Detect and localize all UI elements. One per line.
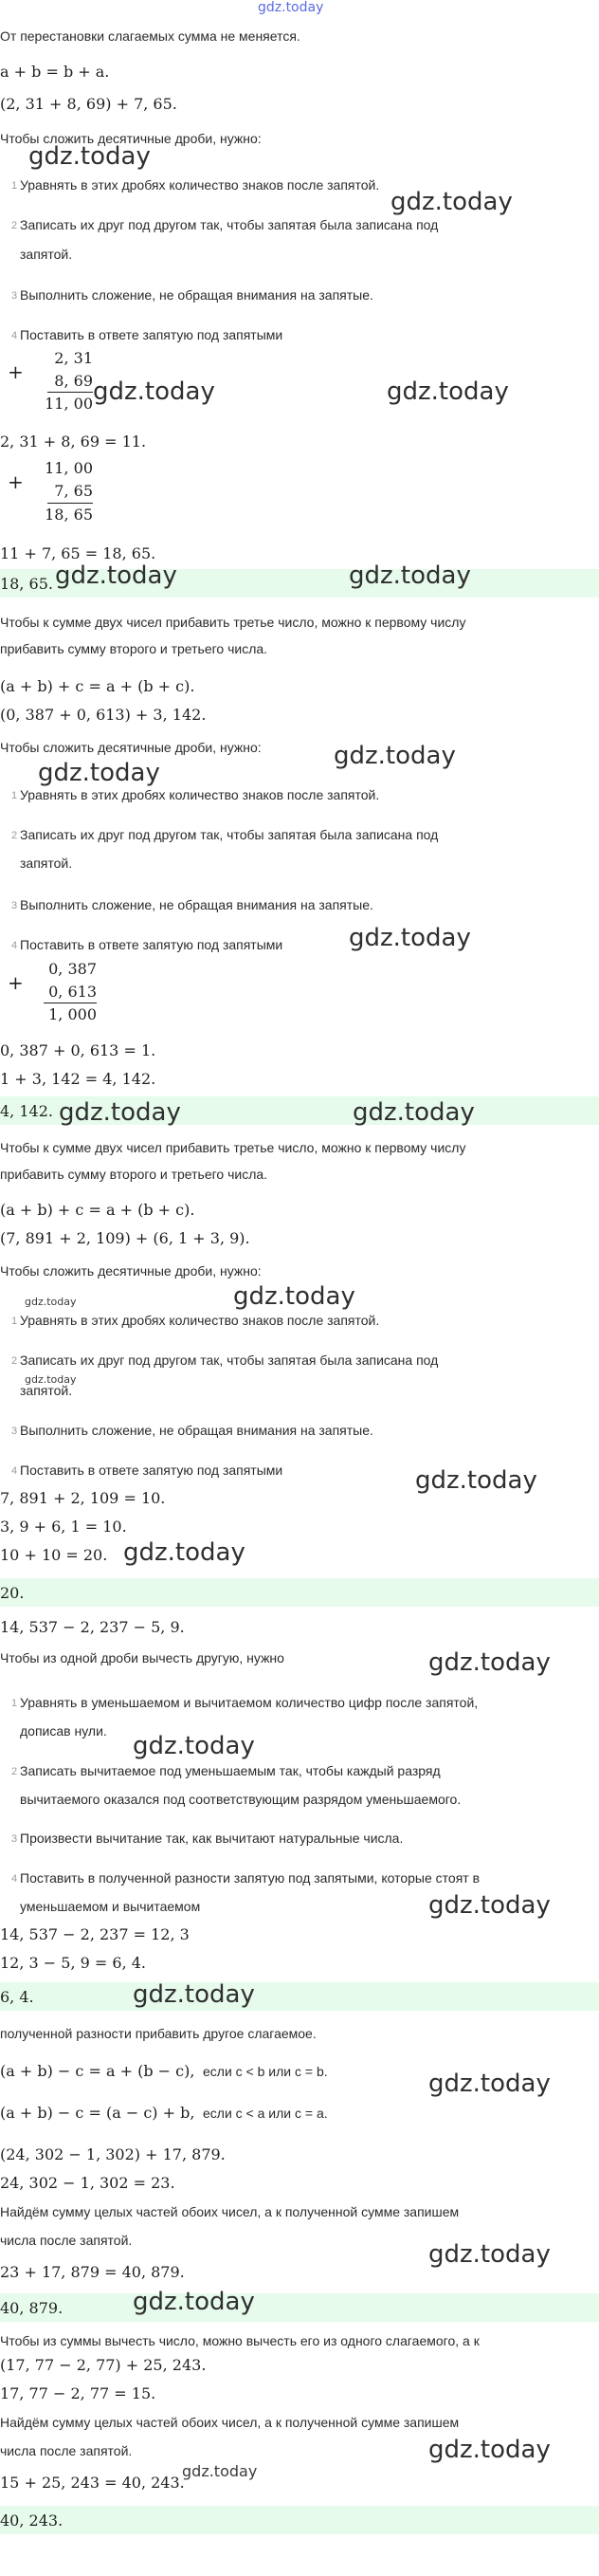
watermark: gdz.today (349, 561, 471, 590)
result-line: 23 + 17, 879 = 40, 879. (0, 2263, 185, 2281)
expression-2: (0, 387 + 0, 613) + 3, 142. (0, 706, 207, 724)
rule-associative: прибавить сумму второго и третьего числа. (0, 1167, 268, 1182)
step-text: Поставить в ответе запятую под запятыми (20, 1463, 283, 1478)
step-text: дописав нули. (20, 1723, 107, 1739)
step-text: запятой. (20, 856, 73, 871)
step-number: 2 (11, 830, 18, 841)
sub-rule: Чтобы из суммы вычесть число, можно вычесть его из одного слагаемого, а к (0, 2333, 480, 2348)
add-intro: Чтобы сложить десятичные дроби, нужно: (0, 1263, 262, 1279)
step-number: 2 (11, 220, 18, 231)
column-sum: 11, 00 (45, 395, 93, 413)
watermark: gdz.today (123, 1538, 245, 1567)
watermark: gdz.today (428, 2070, 551, 2098)
column-sum: 1, 000 (48, 1005, 97, 1023)
watermark: gdz.today (353, 1098, 475, 1127)
step-text: Поставить в ответе запятую под запятыми (20, 937, 283, 952)
step-text: Поставить в ответе запятую под запятыми (20, 327, 283, 342)
formula-associative: (a + b) + c = a + (b + c). (0, 1201, 195, 1219)
column-line (47, 503, 93, 504)
watermark: gdz.today (38, 759, 160, 787)
step-number: 1 (11, 1698, 18, 1709)
expression-6: (17, 77 − 2, 77) + 25, 243. (0, 2356, 207, 2374)
step-text: запятой. (20, 247, 73, 262)
expression-1: (2, 31 + 8, 69) + 7, 65. (0, 95, 177, 113)
rule-associative: Чтобы к сумме двух чисел прибавить третье число, можно к первому числу (0, 1140, 466, 1155)
step-text: Записать их друг под другом так, чтобы запятая была записана под (20, 1352, 439, 1368)
step-number: 4 (11, 330, 18, 341)
result-line: 14, 537 − 2, 237 = 12, 3 (0, 1925, 190, 1943)
find-text: Найдём сумму целых частей обоих чисел, а к полученной сумме запишем (0, 2204, 460, 2219)
column-addend: 11, 00 (45, 459, 93, 477)
answer: 20. (0, 1584, 25, 1602)
formula-commutative: a + b = b + a. (0, 63, 110, 81)
column-sum: 18, 65 (45, 506, 93, 524)
step-text: Уравнять в этих дробях количество знаков после запятой. (20, 787, 380, 802)
answer: 6, 4. (0, 1988, 34, 2006)
step-number: 1 (11, 180, 18, 192)
step-number: 1 (11, 790, 18, 801)
step-text: Выполнить сложение, не обращая внимания на запятые. (20, 1423, 373, 1438)
watermark: gdz.today (390, 188, 513, 216)
formula-associative: (a + b) + c = a + (b + c). (0, 677, 195, 695)
watermark: gdz.today (133, 2288, 255, 2316)
sub-rule: полученной разности прибавить другое слагаемое. (0, 2026, 317, 2041)
result-line: 17, 77 − 2, 77 = 15. (0, 2384, 156, 2402)
expression-5: (24, 302 − 1, 302) + 17, 879. (0, 2145, 226, 2163)
result-line: 12, 3 − 5, 9 = 6, 4. (0, 1954, 147, 1972)
step-text: Поставить в полученной разности запятую под запятыми, которые стоят в (20, 1870, 481, 1886)
step-number: 3 (11, 900, 18, 911)
watermark: gdz.today (25, 1296, 77, 1308)
answer-highlight (0, 1578, 599, 1607)
watermark: gdz.today (55, 561, 177, 590)
step-text: Записать их друг под другом так, чтобы запятая была записана под (20, 217, 439, 232)
step-number: 3 (11, 290, 18, 302)
watermark: gdz.today (428, 1648, 551, 1677)
step-text: запятой. (20, 1383, 73, 1398)
formula-condition: если c < b или c = b. (203, 2064, 328, 2079)
step-text: Уравнять в уменьшаемом и вычитаемом количество цифр после запятой, (20, 1695, 479, 1710)
rule-commutative: От перестановки слагаемых сумма не меняется. (0, 28, 300, 44)
result-line: 1 + 3, 142 = 4, 142. (0, 1070, 156, 1088)
column-line (47, 392, 93, 393)
plus-sign: + (8, 360, 24, 383)
answer-highlight (0, 2293, 599, 2322)
rule-associative: Чтобы к сумме двух чисел прибавить третье число, можно к первому числу (0, 615, 466, 630)
watermark: gdz.today (133, 1980, 255, 2009)
watermark: gdz.today (233, 1282, 355, 1311)
column-addend: 2, 31 (54, 349, 93, 367)
answer: 40, 879. (0, 2299, 64, 2317)
add-intro: Чтобы сложить десятичные дроби, нужно: (0, 131, 262, 146)
watermark: gdz.today (428, 1891, 551, 1920)
column-addend: 0, 387 (48, 960, 97, 978)
step-text: вычитаемого оказался под соответствующим разрядом уменьшаемого. (20, 1792, 462, 1807)
step-number: 3 (11, 1833, 18, 1845)
watermark: gdz.today (28, 142, 151, 171)
step-text: Выполнить сложение, не обращая внимания на запятые. (20, 287, 373, 303)
find-text: числа после запятой. (0, 2233, 133, 2248)
answer-highlight (0, 1982, 599, 2011)
find-text: числа после запятой. (0, 2443, 133, 2458)
answer-highlight (0, 2506, 599, 2534)
plus-sign: + (8, 971, 24, 994)
result-line: 2, 31 + 8, 69 = 11. (0, 432, 147, 451)
step-number: 3 (11, 1426, 18, 1437)
column-addend: 0, 613 (48, 983, 97, 1001)
result-line: 24, 302 − 1, 302 = 23. (0, 2174, 175, 2192)
step-text: Произвести вычитание так, как вычитают натуральные числа. (20, 1831, 404, 1846)
formula-sub-2: (a + b) − c = (a − c) + b, (0, 2104, 195, 2122)
expression-4: 14, 537 − 2, 237 − 5, 9. (0, 1618, 185, 1636)
watermark: gdz.today (334, 742, 456, 770)
expression-3: (7, 891 + 2, 109) + (6, 1 + 3, 9). (0, 1229, 250, 1247)
step-number: 4 (11, 940, 18, 951)
step-text: Уравнять в этих дробях количество знаков после запятой. (20, 1313, 380, 1328)
answer: 40, 243. (0, 2512, 64, 2530)
step-text: Выполнить сложение, не обращая внимания на запятые. (20, 897, 373, 912)
step-text: Записать вычитаемое под уменьшаемым так, чтобы каждый разряд (20, 1763, 441, 1778)
column-addend: 8, 69 (54, 372, 93, 390)
watermark: gdz.today (182, 2462, 258, 2480)
step-number: 1 (11, 1316, 18, 1327)
result-line: 7, 891 + 2, 109 = 10. (0, 1489, 166, 1507)
result-line: 3, 9 + 6, 1 = 10. (0, 1518, 127, 1536)
watermark: gdz.today (415, 1466, 537, 1495)
watermark: gdz.today (349, 924, 471, 952)
result-line: 15 + 25, 243 = 40, 243. (0, 2474, 185, 2492)
formula-condition: если c < a или c = a. (203, 2106, 328, 2121)
answer: 18, 65. (0, 575, 53, 593)
step-number: 4 (11, 1873, 18, 1885)
step-text: Уравнять в этих дробях количество знаков после запятой. (20, 177, 380, 193)
column-addend: 7, 65 (54, 482, 93, 500)
watermark: gdz.today (133, 1732, 255, 1760)
step-number: 2 (11, 1355, 18, 1367)
add-intro: Чтобы сложить десятичные дроби, нужно: (0, 740, 262, 755)
watermark: gdz.today (428, 2240, 551, 2269)
watermark: gdz.today (25, 1373, 77, 1386)
result-line: 10 + 10 = 20. (0, 1546, 108, 1564)
step-number: 4 (11, 1465, 18, 1477)
step-text: уменьшаемом и вычитаемом (20, 1899, 201, 1914)
result-line: 11 + 7, 65 = 18, 65. (0, 544, 156, 562)
step-number: 2 (11, 1766, 18, 1777)
step-text: Записать их друг под другом так, чтобы запятая была записана под (20, 827, 439, 842)
watermark: gdz.today (387, 377, 509, 406)
plus-sign: + (8, 470, 24, 493)
find-text: Найдём сумму целых частей обоих чисел, а к полученной сумме запишем (0, 2415, 460, 2430)
site-logo[interactable]: gdz.today (258, 0, 324, 15)
watermark: gdz.today (428, 2436, 551, 2464)
watermark: gdz.today (93, 377, 215, 406)
sub-intro: Чтобы из одной дроби вычесть другую, нужно (0, 1650, 284, 1665)
result-line: 0, 387 + 0, 613 = 1. (0, 1041, 156, 1059)
watermark: gdz.today (59, 1098, 181, 1127)
formula-sub-1: (a + b) − c = a + (b − c), (0, 2062, 195, 2080)
answer: 4, 142. (0, 1102, 53, 1120)
rule-associative: прибавить сумму второго и третьего числа. (0, 641, 268, 656)
